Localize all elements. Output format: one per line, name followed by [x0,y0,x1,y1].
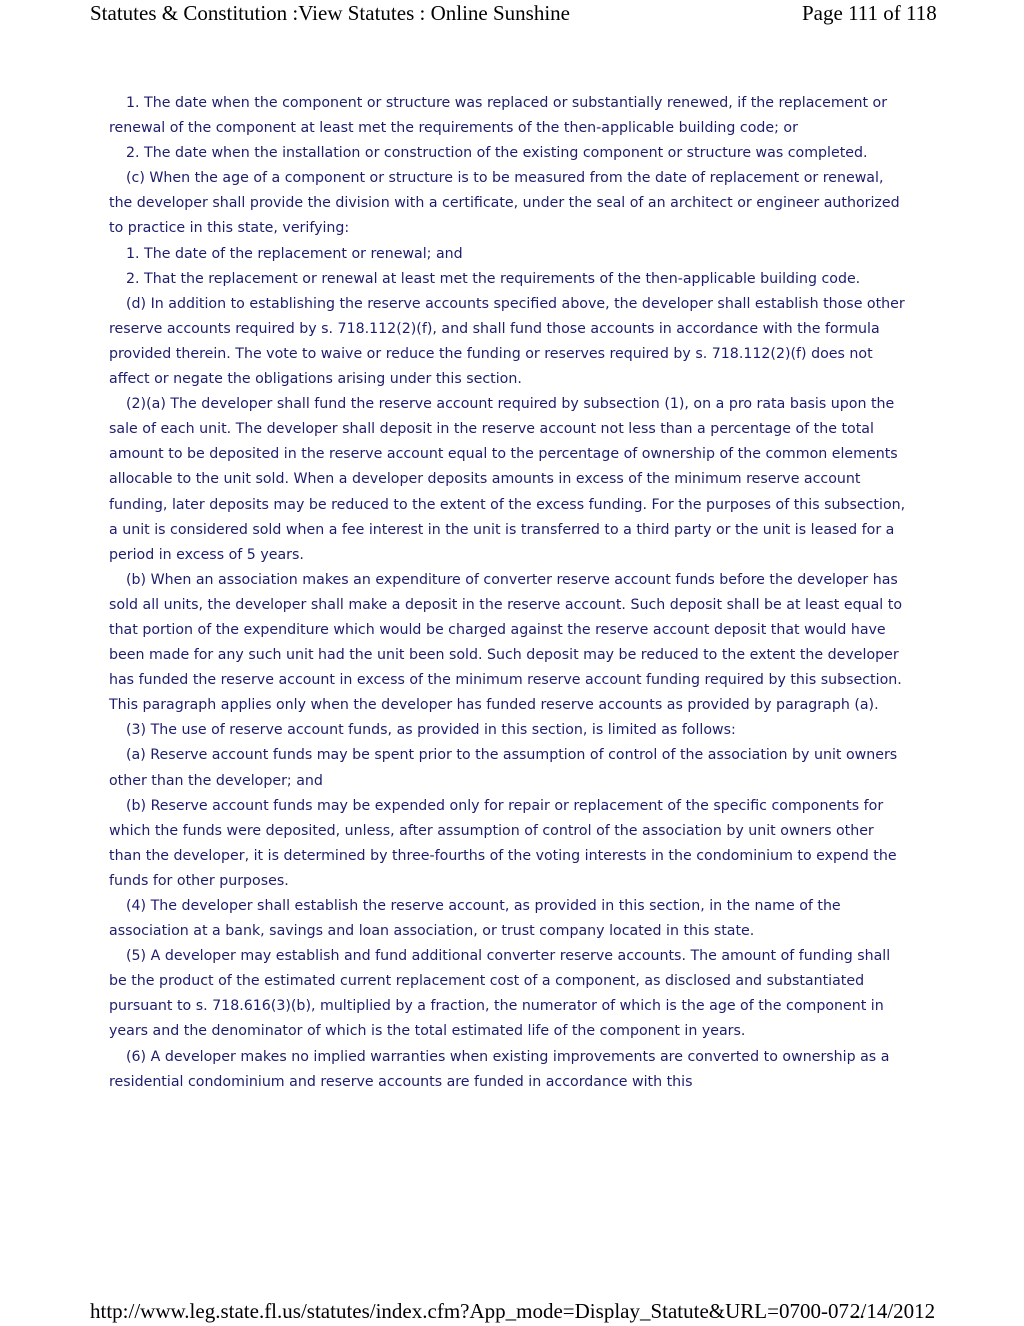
page-header-title: Statutes & Constitution :View Statutes : Online Sunshine [90,1,570,25]
paragraph-5-additional-accounts: (5) A developer may establish and fund additional converter reserve accounts. The amount of funding shall be the product of the estimated current replacement cost of a component, as disclosed and substantiated pursuant to s. 718.616(3)(b), multiplied by a fraction, the numerator of which is the age of the component in years and the denominator of which is the total estimated life of the component in years. [109,948,891,1040]
footer-date: 2/14/2012 [850,1299,936,1323]
paragraph-2a-pro-rata-funding: (2)(a) The developer shall fund the reserve account required by subsection (1), on a pro rata basis upon the sale of each unit. The developer shall deposit in the reserve account not less than a percentage of the total amount to be deposited in the reserve account equal to the percentage of ownership of the common elements allocable to the unit sold. When a developer deposits amounts in excess of the minimum reserve account funding, later deposits may be reduced to the extent of the excess funding. For the purposes of this subsection, a unit is considered sold when a fee interest in the unit is transferred to a third party or the unit is leased for a period in excess of 5 years. [109,396,906,563]
paragraph-c2-requirements-met: 2. That the replacement or renewal at least met the requirements of the then-applicable building code. [126,270,861,287]
paragraph-4-account-location: (4) The developer shall establish the reserve account, as provided in this section, in the name of the association at a bank, savings and loan association, or trust company located in this state. [109,898,841,940]
paragraph-2b-expenditure-deposit: (b) When an association makes an expenditure of converter reserve account funds before the developer has sold all units, the developer shall make a deposit in the reserve account. Such deposit shall be at least equal to that portion of the expenditure which would be charged against the reserve account deposit that would have been made for any such unit had the unit been sold. Such deposit may be reduced to the extent the developer has funded the reserve account in excess of the minimum reserve account funding required by this subsection. This paragraph applies only when the developer has funded reserve accounts as provided by paragraph (a). [109,571,902,714]
statute-body [109,91,907,1095]
paragraph-3a-spending-before-control: (a) Reserve account funds may be spent prior to the assumption of control of the association by unit owners other than the developer; and [109,747,898,789]
paragraph-2-date-installed: 2. The date when the installation or construction of the existing component or structure was completed. [126,145,868,162]
footer-url: http://www.leg.state.fl.us/statutes/index.cfm?App_mode=Display_Statute&URL=0700-07... [90,1299,865,1323]
paragraph-d-other-reserve-accounts: (d) In addition to establishing the reserve accounts specified above, the developer shall establish those other reserve accounts required by s. 718.112(2)(f), and shall fund those accounts in accordance with the formula provided therein. The vote to waive or reduce the funding or reserves required by s. 718.112(2)(f) does not affect or negate the obligations arising under this section. [109,295,905,388]
paragraph-c-certificate: (c) When the age of a component or structure is to be measured from the date of replacement or renewal, the developer shall provide the division with a certificate, under the seal of an architect or engineer authorized to practice in this state, verifying: [109,170,900,237]
paragraph-1-date-replaced: 1. The date when the component or structure was replaced or substantially renewed, if the replacement or renewal of the component at least met the requirements of the then-applicable building code; or [109,95,888,137]
paragraph-3b-repair-only: (b) Reserve account funds may be expended only for repair or replacement of the specific components for which the funds were deposited, unless, after assumption of control of the association by unit owners other than the developer, it is determined by three-fourths of the voting interests in the condominium to expend the funds for other purposes. [109,797,897,889]
paragraph-3-use-of-funds: (3) The use of reserve account funds, as provided in this section, is limited as follows: [126,722,736,739]
paragraph-6-implied-warranties: (6) A developer makes no implied warranties when existing improvements are converted to ownership as a residential condominium and reserve accounts are funded in accordance with this [109,1048,890,1090]
page-number: Page 111 of 118 [802,1,937,25]
paragraph-c1-replacement-date: 1. The date of the replacement or renewal; and [126,245,463,262]
